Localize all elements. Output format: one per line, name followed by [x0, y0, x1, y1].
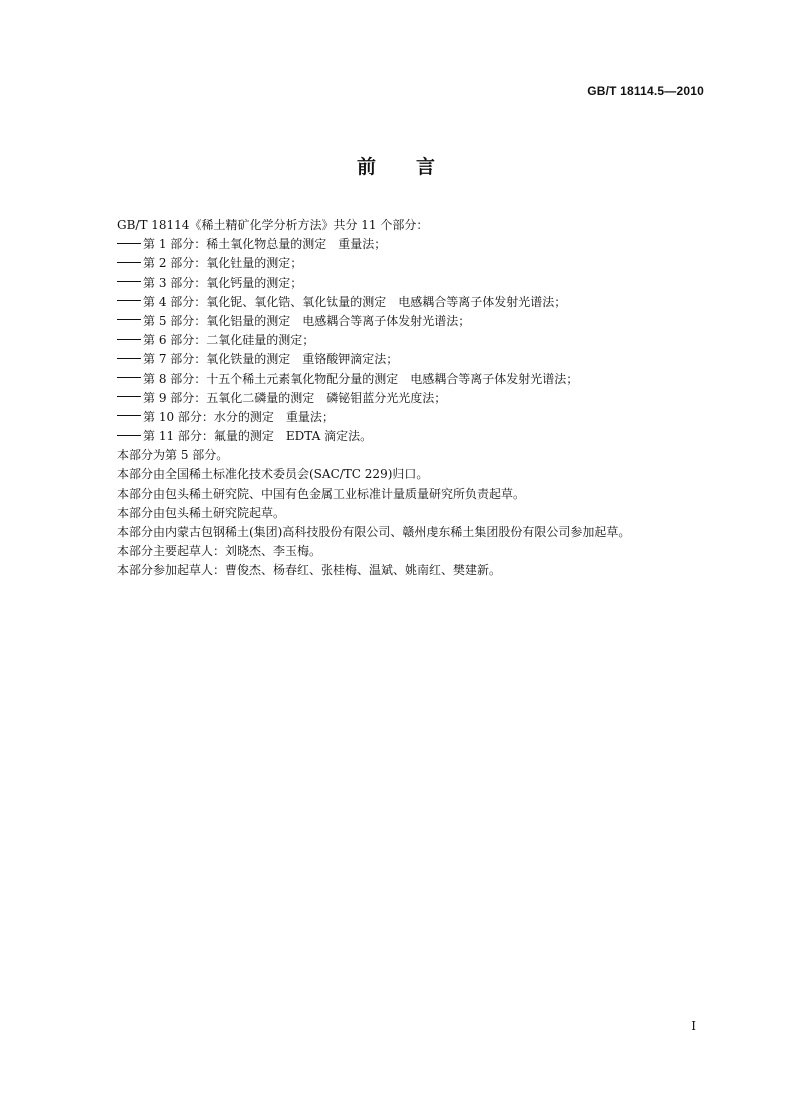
em-dash [117, 319, 141, 321]
list-item [117, 254, 717, 273]
em-dash [117, 415, 141, 417]
paragraph-responsible-committee: 本部分由全国稀土标准化技术委员会(SAC/TC 229)归口。 [117, 467, 429, 482]
em-dash [117, 262, 141, 264]
part-label: 第 2 部分：氧化钍量的测定； [143, 256, 303, 271]
part-label: 第 5 部分：氧化铝量的测定 电感耦合等离子体发射光谱法； [143, 313, 471, 328]
standard-number: GB/T 18114.5—2010 [587, 84, 704, 98]
em-dash [117, 243, 141, 245]
list-item [117, 427, 717, 446]
part-label: 第 7 部分：氧化铁量的测定 重铬酸钾滴定法； [143, 352, 399, 367]
list-item [117, 370, 717, 389]
intro-line: GB/T 18114《稀土精矿化学分析方法》共分 11 个部分： [117, 218, 429, 232]
list-item [117, 312, 717, 331]
em-dash [117, 281, 141, 283]
em-dash [117, 435, 141, 437]
part-label: 第 1 部分：稀土氧化物总量的测定 重量法； [143, 237, 387, 252]
parts-list [117, 235, 717, 446]
em-dash [117, 300, 141, 302]
part-label: 第 11 部分：氟量的测定 EDTA 滴定法。 [143, 429, 373, 444]
list-item [117, 389, 717, 408]
part-label: 第 3 部分：氧化钙量的测定； [143, 275, 303, 290]
page-title: 前言 [356, 156, 475, 178]
list-item [117, 331, 717, 350]
statement-paragraphs [117, 446, 717, 580]
part-label: 第 9 部分：五氧化二磷量的测定 磷铋钼蓝分光光度法； [143, 390, 447, 405]
em-dash [117, 358, 141, 360]
part-label: 第 8 部分：十五个稀土元素氧化物配分量的测定 电感耦合等离子体发射光谱法； [143, 371, 579, 386]
paragraph-participating-drafters: 本部分参加起草人：曹俊杰、杨春红、张桂梅、温斌、姚南红、樊建新。 [117, 563, 502, 578]
page-number: I [691, 1019, 696, 1033]
part-label: 第 6 部分：二氧化硅量的测定； [143, 333, 315, 348]
em-dash [117, 396, 141, 398]
part-label: 第 10 部分：水分的测定 重量法； [143, 409, 334, 424]
paragraph-drafting-org: 本部分由包头稀土研究院起草。 [117, 505, 286, 520]
paragraph-part-number: 本部分为第 5 部分。 [117, 448, 229, 463]
list-item [117, 293, 717, 312]
list-item [117, 274, 717, 293]
list-item [117, 350, 717, 369]
paragraph-lead-drafting-orgs: 本部分由包头稀土研究院、中国有色金属工业标准计量质量研究所负责起草。 [117, 486, 526, 501]
foreword-body [117, 216, 717, 581]
paragraph-participating-orgs: 本部分由内蒙古包钢稀土(集团)高科技股份有限公司、赣州虔东稀土集团股份有限公司参加起草。 [117, 525, 631, 539]
part-label: 第 4 部分：氧化铌、氧化锆、氧化钛量的测定 电感耦合等离子体发射光谱法； [143, 294, 567, 309]
list-item [117, 235, 717, 254]
em-dash [117, 339, 141, 341]
list-item [117, 408, 717, 427]
paragraph-main-drafters: 本部分主要起草人：刘晓杰、李玉梅。 [117, 544, 322, 559]
em-dash [117, 377, 141, 379]
